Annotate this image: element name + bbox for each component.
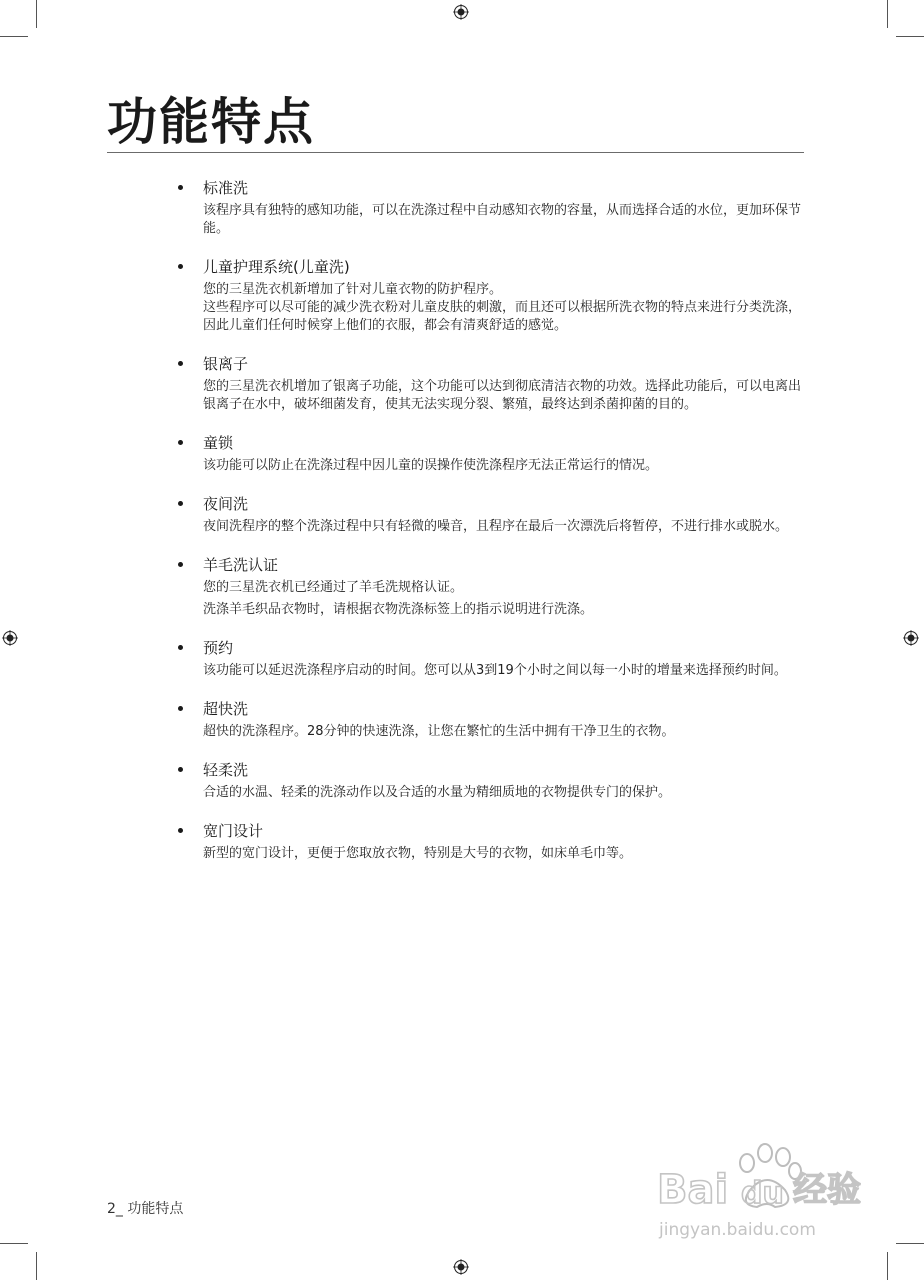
crop-mark-top-left-v: [36, 0, 37, 28]
feature-description: [203, 378, 808, 414]
feature-text: 超快的洗涤程序。28分钟的快速洗涤，让您在繁忙的生活中拥有干净卫生的衣物。: [203, 724, 675, 739]
feature-description: [203, 457, 808, 475]
bullet-icon: [178, 562, 183, 567]
crop-mark-top-left-h: [0, 36, 28, 37]
registration-mark-icon: [903, 630, 919, 646]
feature-title: 羊毛洗认证: [203, 556, 279, 574]
feature-text: 新型的宽门设计，更便于您取放衣物，特别是大号的衣物，如床单毛巾等。: [203, 846, 633, 861]
feature-description: [203, 845, 808, 863]
feature-title: 宽门设计: [203, 822, 264, 840]
bullet-icon: [178, 185, 183, 190]
feature-title: 夜间洗: [203, 495, 249, 513]
feature-description: [203, 281, 808, 335]
feature-title: 超快洗: [203, 700, 249, 718]
registration-mark-icon: [2, 630, 18, 646]
feature-text: 您的三星洗衣机新增加了针对儿童衣物的防护程序。: [203, 282, 503, 297]
bullet-icon: [178, 767, 183, 772]
feature-text: 该功能可以延迟洗涤程序启动的时间。您可以从3到19个小时之间以每一小时的增量来选择预约时间。: [203, 663, 787, 678]
feature-text: 洗涤羊毛织品衣物时，请根据衣物洗涤标签上的指示说明进行洗涤。: [203, 602, 594, 617]
feature-text: 您的三星洗衣机增加了银离子功能，这个功能可以达到彻底清洁衣物的功效。选择此功能后，可以电离出银离子在水中，破坏细菌发育，使其无法实现分裂、繁殖，最终达到杀菌抑菌的目的。: [203, 379, 802, 412]
feature-item: [178, 257, 808, 335]
feature-item: [178, 760, 808, 802]
feature-description: [203, 202, 808, 238]
crop-mark-bottom-left-v: [36, 1252, 37, 1280]
bullet-icon: [178, 361, 183, 366]
bullet-icon: [178, 501, 183, 506]
bullet-icon: [178, 264, 183, 269]
svg-text:经验: 经验: [793, 1170, 861, 1210]
crop-mark-bottom-right-v: [887, 1252, 888, 1280]
feature-title: 标准洗: [203, 179, 249, 197]
svg-text:Bai: Bai: [657, 1167, 729, 1213]
page-title: 功能特点: [107, 93, 315, 151]
feature-description: [203, 662, 808, 680]
feature-item: [178, 821, 808, 863]
title-divider: [107, 152, 804, 153]
feature-item: [178, 638, 808, 680]
feature-title: 儿童护理系统(儿童洗): [203, 258, 350, 276]
feature-text: 合适的水温、轻柔的洗涤动作以及合适的水量为精细质地的衣物提供专门的保护。: [203, 785, 672, 800]
crop-mark-bottom-right-h: [896, 1243, 924, 1244]
feature-item: [178, 433, 808, 475]
feature-item: [178, 354, 808, 414]
feature-text: 该程序具有独特的感知功能，可以在洗涤过程中自动感知衣物的容量，从而选择合适的水位，更加环保节能。: [203, 203, 802, 236]
feature-title: 预约: [203, 639, 234, 657]
registration-mark-icon: [453, 4, 469, 20]
page-footer: 2_ 功能特点: [107, 1201, 184, 1217]
feature-title: 轻柔洗: [203, 761, 249, 779]
watermark-url: jingyan.baidu.com: [659, 1220, 816, 1240]
feature-item: [178, 555, 808, 619]
bullet-icon: [178, 828, 183, 833]
bullet-icon: [178, 706, 183, 711]
feature-item: [178, 178, 808, 238]
feature-text: 您的三星洗衣机已经通过了羊毛洗规格认证。: [203, 580, 464, 595]
baidu-jingyan-watermark-logo: [655, 1135, 875, 1245]
feature-item: [178, 494, 808, 536]
crop-mark-bottom-left-h: [0, 1243, 28, 1244]
feature-description: [203, 723, 808, 741]
svg-text:du: du: [741, 1176, 784, 1211]
feature-text: 该功能可以防止在洗涤过程中因儿童的误操作使洗涤程序无法正常运行的情况。: [203, 458, 659, 473]
feature-description: [203, 518, 808, 536]
feature-text: 夜间洗程序的整个洗涤过程中只有轻微的噪音，且程序在最后一次漂洗后将暂停，不进行排水或脱水。: [203, 519, 789, 534]
bullet-icon: [178, 440, 183, 445]
feature-title: 银离子: [203, 355, 249, 373]
registration-mark-icon: [453, 1259, 469, 1275]
feature-title: 童锁: [203, 434, 234, 452]
crop-mark-top-right-h: [896, 36, 924, 37]
bullet-icon: [178, 645, 183, 650]
feature-text: 这些程序可以尽可能的减少洗衣粉对儿童皮肤的刺激，而且还可以根据所洗衣物的特点来进行分类洗涤，因此儿童们任何时候穿上他们的衣服，都会有清爽舒适的感觉。: [203, 300, 802, 333]
feature-description: [203, 579, 808, 619]
crop-mark-top-right-v: [887, 0, 888, 28]
feature-item: [178, 699, 808, 741]
feature-description: [203, 784, 808, 802]
feature-list: [178, 178, 808, 863]
